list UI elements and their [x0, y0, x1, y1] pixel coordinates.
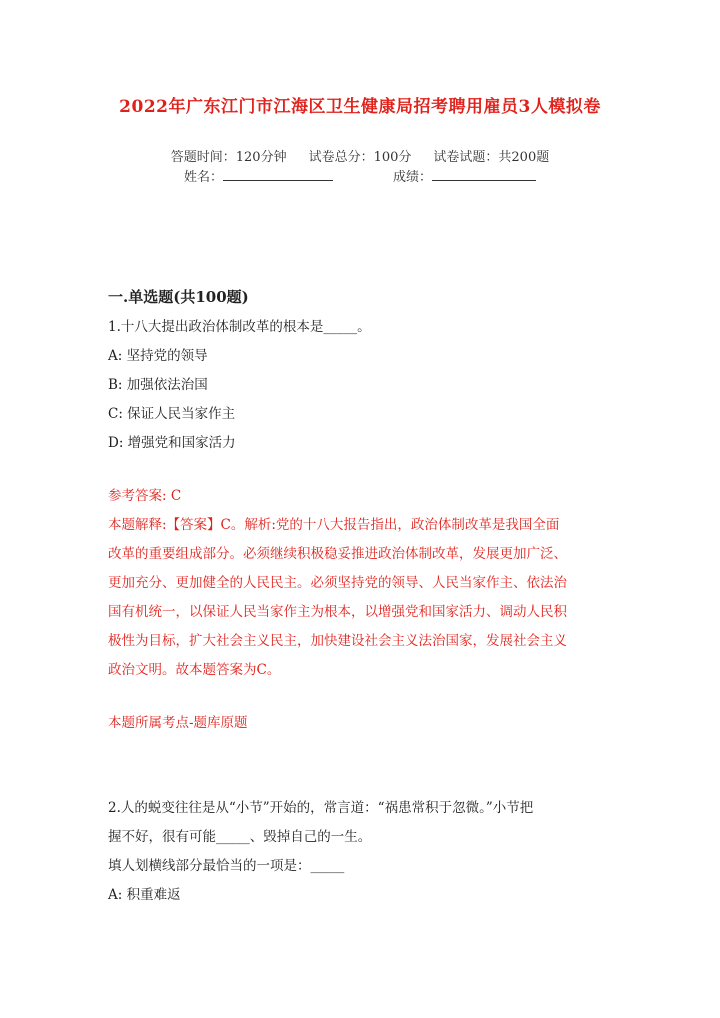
- question-1-option-d: D: 增强党和国家活力: [108, 435, 236, 451]
- question-1-explanation-line: 政治文明。故本题答案为C。: [108, 662, 281, 678]
- question-1: [108, 313, 613, 458]
- exam-question-count: 试卷试题：共200题: [433, 150, 550, 165]
- question-2: [108, 794, 613, 910]
- section-title: 一.单选题(共100题): [108, 288, 249, 306]
- question-2-stem-line: 握不好，很有可能_____、毁掉自己的一生。: [108, 829, 372, 845]
- exam-time: 答题时间：120分钟: [170, 150, 287, 165]
- question-1-explanation-line: 本题解释:【答案】C。解析:党的十八大报告指出，政治体制改革是我国全面: [108, 517, 560, 533]
- question-2-stem-line: 填人划横线部分最恰当的一项是：_____: [108, 858, 345, 874]
- question-2-stem-line: 2.人的蜕变往往是从“小节”开始的，常言道：“祸患常积于忽微。”小节把: [108, 800, 534, 816]
- score-blank: [432, 168, 536, 181]
- question-1-option-c: C: 保证人民当家作主: [108, 406, 236, 422]
- question-1-explanation-line: 更加充分、更加健全的人民民主。必须坚持党的领导、人民当家作主、依法治: [108, 575, 567, 591]
- question-1-explanation-line: 改革的重要组成部分。必须继续积极稳妥推进政治体制改革，发展更加广泛、: [108, 546, 567, 562]
- question-1-option-a: A: 坚持党的领导: [108, 348, 208, 364]
- score-label: 成绩：: [393, 170, 433, 185]
- question-1-option-b: B: 加强依法治国: [108, 377, 208, 393]
- exam-name-score-line: [0, 166, 720, 185]
- question-1-explanation-line: 极性为目标，扩大社会主义民主，加快建设社会主义法治国家，发展社会主义: [108, 633, 567, 649]
- question-2-option-a: A: 积重难返: [108, 887, 181, 903]
- question-1-answer-block: [108, 482, 613, 685]
- name-label: 姓名：: [183, 170, 223, 185]
- question-1-explanation-line: 国有机统一，以保证人民当家作主为根本，以增强党和国家活力、调动人民积: [108, 604, 567, 620]
- question-1-source: 本题所属考点-题库原题: [108, 715, 248, 731]
- question-1-stem: 1.十八大提出政治体制改革的根本是_____。: [108, 319, 371, 335]
- question-1-answer: 参考答案: C: [108, 488, 182, 504]
- exam-total-score: 试卷总分：100分: [308, 150, 412, 165]
- exam-title: 2022年广东江门市江海区卫生健康局招考聘用雇员3人模拟卷: [119, 97, 601, 117]
- name-blank: [223, 168, 333, 181]
- exam-meta-line: [0, 146, 720, 165]
